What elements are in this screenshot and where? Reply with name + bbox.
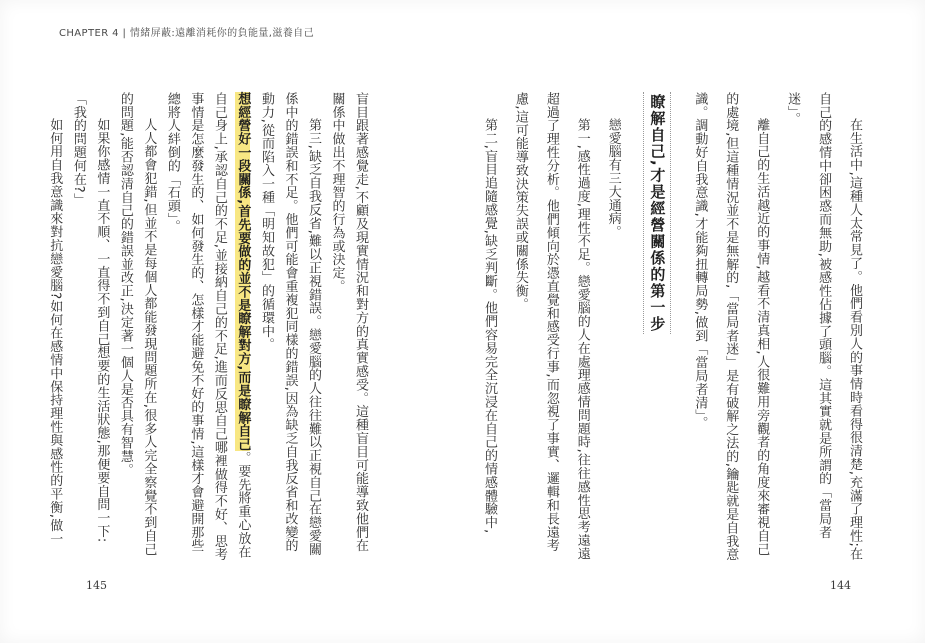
paragraph <box>66 92 113 562</box>
paragraph <box>160 92 254 562</box>
page-number-left: 145 <box>86 579 107 592</box>
paragraph-text: 第二,盲目追隨感覺,缺乏判斷。他們容易完全沉浸在自己的情感體驗中, <box>481 118 497 534</box>
paragraph <box>254 92 325 562</box>
paragraph-text: 盲目跟著感覺走,不顧及現實情況和對方的真實感受。這種盲目可能導致他們在關係中做出不理智的行為或決定。 <box>329 92 368 553</box>
highlighted-sentence: 想經營好一段關係,首先要做的並不是瞭解對方,而是瞭解自己 <box>235 92 251 452</box>
paragraph-text: 第三,缺乏自我反省,難以正視錯誤。戀愛腦的人往往難以正視自己在戀愛關係中的錯誤和不足。他們可能會重複犯同樣的錯誤,因為缺乏自我反省和改變的動力,從而陷入一種「明知故犯」的循環中。 <box>258 92 321 556</box>
paragraph <box>776 92 869 562</box>
paragraph-text: 。要先將重心放在自己身上,承認自己的不足,並接納自己的不足,進而反思自己哪裡做得不好、思考事情是怎麼發生的、如何發生的、怎樣才能避免不好的事情,這樣才會避開那些總將人絆倒的「石頭」。 <box>164 92 251 562</box>
paragraph <box>43 92 67 562</box>
chapter-running-head: CHAPTER 4 | 情緒屏蔽:遠離消耗你的負能量,滋養自己 <box>59 28 314 39</box>
section-heading <box>639 92 675 562</box>
paragraph-text: 戀愛腦有三大通病。 <box>605 118 621 239</box>
paragraph <box>683 92 776 562</box>
paragraph <box>504 92 597 562</box>
left-page-text <box>38 92 372 562</box>
paragraph <box>113 92 160 562</box>
paragraph-text: 離自己的生活越近的事情,越看不清真相,人很難用旁觀者的角度來審視自己的處境,但這種情況並不是無解的,「當局者迷」是有破解之法的,鑰匙就是自我意識。調動好自我意識,才能夠扭轉局勢,做到「當局者清」。 <box>692 92 770 562</box>
paragraph-text: 如果你感情一直不順、一直得不到自己想要的生活狀態,那便要自問一下:「我的問題何在?」 <box>70 92 110 543</box>
paragraph <box>597 92 628 562</box>
right-page-text <box>481 92 869 562</box>
paragraph-text: 第一,感性過度,理性不足。戀愛腦的人在處理感情問題時,往往感性思考遠遠超過了理性分析。他們傾向於憑直覺和感受行事,而忽視了事實、邏輯和長遠考慮,這可能導致決策失誤或關係失衡。 <box>512 92 590 561</box>
paragraph-text: 人人都會犯錯,但並不是每個人都能發現問題所在,很多人完全察覺不到自己的問題,能否認清自己的錯誤並改正,決定著一個人是否具有智慧。 <box>117 92 157 556</box>
paragraph <box>325 92 372 562</box>
paragraph-text: 在生活中,這種人太常見了。他們看別人的事情時看得很清楚,充滿了理性;在自己的感情中卻困惑而無助,被感性佔據了頭腦。這其實就是所謂的「當局者迷」。 <box>785 92 862 561</box>
paragraph-text: 如何用自我意識來對抗戀愛腦?如何在感情中保持理性與感性的平衡,做一 <box>47 118 63 546</box>
section-heading-text: 瞭解自己,才是經營關係的第一步 <box>643 92 671 334</box>
paragraph <box>473 92 504 562</box>
page-number-right: 144 <box>830 579 851 592</box>
